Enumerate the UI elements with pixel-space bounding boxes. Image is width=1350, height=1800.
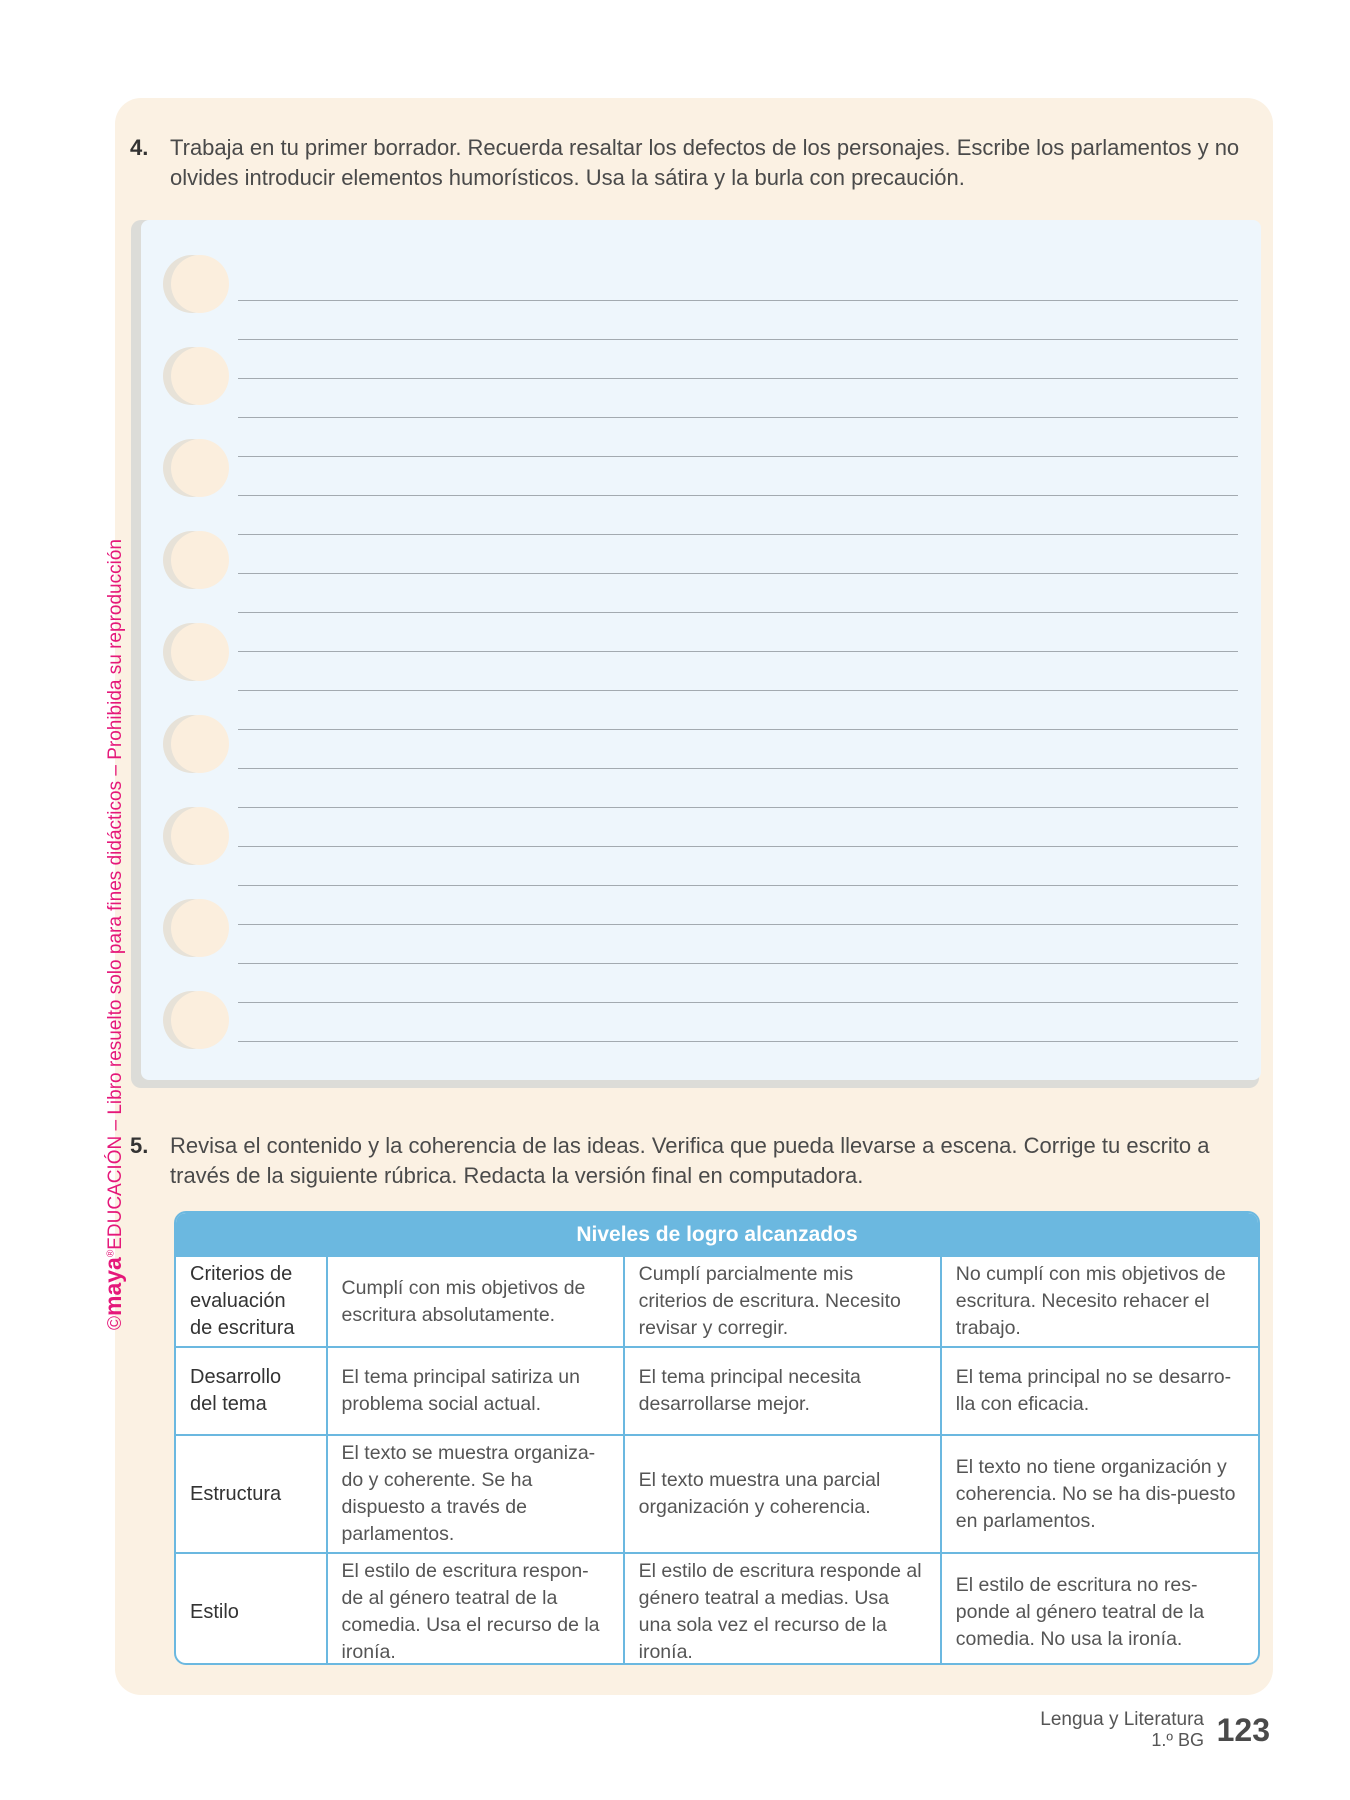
copyright-symbol: ©: [105, 1316, 126, 1330]
ring-hole: [171, 623, 229, 681]
ring-hole: [171, 807, 229, 865]
writing-line[interactable]: [238, 690, 1238, 691]
criteria-cell: Desarrollo del tema: [176, 1347, 327, 1435]
rubric-title: Niveles de logro alcanzados: [176, 1213, 1258, 1256]
level-header: Cumplí con mis objetivos de escritura absolutamente.: [327, 1256, 624, 1347]
brand-logo: maya: [100, 1257, 126, 1316]
writing-line[interactable]: [238, 339, 1238, 340]
copyright-text: EDUCACIÓN – Libro resuelto solo para fines didácticos – Prohibida su reproducción: [105, 539, 126, 1250]
table-cell: El estilo de escritura no res-ponde al género teatral de la comedia. No usa la ironía.: [941, 1553, 1258, 1665]
question-text: Revisa el contenido y la coherencia de las ideas. Verifica que pueda llevarse a escena. Corrige tu escrito a través de la siguiente rúbrica. Redacta la versión final en computadora.: [170, 1133, 1210, 1188]
level-header: Cumplí parcialmente mis criterios de escritura. Necesito revisar y corregir.: [624, 1256, 941, 1347]
ring-hole: [171, 347, 229, 405]
ring-hole: [171, 531, 229, 589]
rubric-table: [174, 1211, 1260, 1665]
writing-line[interactable]: [238, 300, 1238, 301]
writing-line[interactable]: [238, 729, 1238, 730]
writing-line[interactable]: [238, 651, 1238, 652]
subject-label: Lengua y Literatura: [1040, 1709, 1204, 1730]
question-5: [130, 1131, 1270, 1191]
writing-notebook[interactable]: [141, 220, 1261, 1080]
ring-hole: [171, 991, 229, 1049]
writing-line[interactable]: [238, 924, 1238, 925]
grade-label: 1.º BG: [1151, 1730, 1204, 1750]
question-text: Trabaja en tu primer borrador. Recuerda resaltar los defectos de los personajes. Escribe los parlamentos y no olvides introducir elementos humorísticos. Usa la sátira y la burla con precaución.: [170, 135, 1240, 190]
criteria-header: Criterios de evaluación de escritura: [176, 1256, 327, 1347]
writing-line[interactable]: [238, 1041, 1238, 1042]
ring-hole: [171, 899, 229, 957]
writing-line[interactable]: [238, 885, 1238, 886]
writing-line[interactable]: [238, 1002, 1238, 1003]
writing-line[interactable]: [238, 495, 1238, 496]
page-number: 123: [1216, 1712, 1270, 1748]
table-row: [176, 1347, 1258, 1435]
writing-line[interactable]: [238, 807, 1238, 808]
table-cell: El texto muestra una parcial organización y coherencia.: [624, 1435, 941, 1553]
writing-line[interactable]: [238, 534, 1238, 535]
table-cell: El texto se muestra organiza-do y coherente. Se ha dispuesto a través de parlamentos.: [327, 1435, 624, 1553]
ring-hole: [171, 255, 229, 313]
table-cell: El tema principal satiriza un problema social actual.: [327, 1347, 624, 1435]
ring-hole: [171, 715, 229, 773]
writing-line[interactable]: [238, 456, 1238, 457]
writing-line[interactable]: [238, 378, 1238, 379]
criteria-cell: Estilo: [176, 1553, 327, 1665]
criteria-cell: Estructura: [176, 1435, 327, 1553]
table-row: [176, 1553, 1258, 1665]
registered-mark: ®: [105, 1249, 117, 1258]
level-header: No cumplí con mis objetivos de escritura. Necesito rehacer el trabajo.: [941, 1256, 1258, 1347]
copyright-sidebar: [100, 539, 127, 1330]
writing-line[interactable]: [238, 573, 1238, 574]
writing-line[interactable]: [238, 846, 1238, 847]
question-number: 4.: [130, 135, 149, 160]
writing-line[interactable]: [238, 768, 1238, 769]
writing-line[interactable]: [238, 417, 1238, 418]
question-number: 5.: [130, 1133, 149, 1158]
ring-hole: [171, 439, 229, 497]
writing-line[interactable]: [238, 612, 1238, 613]
table-cell: El texto no tiene organización y coherencia. No se ha dis-puesto en parlamentos.: [941, 1435, 1258, 1553]
table-cell: El tema principal necesita desarrollarse mejor.: [624, 1347, 941, 1435]
table-row: [176, 1435, 1258, 1553]
table-cell: El tema principal no se desarro-lla con eficacia.: [941, 1347, 1258, 1435]
writing-line[interactable]: [238, 963, 1238, 964]
question-4: [130, 133, 1270, 193]
table-row: [176, 1256, 1258, 1347]
table-cell: El estilo de escritura respon-de al género teatral de la comedia. Usa el recurso de la ironía.: [327, 1553, 624, 1665]
table-cell: El estilo de escritura responde al género teatral a medias. Usa una sola vez el recurso de la ironía.: [624, 1553, 941, 1665]
